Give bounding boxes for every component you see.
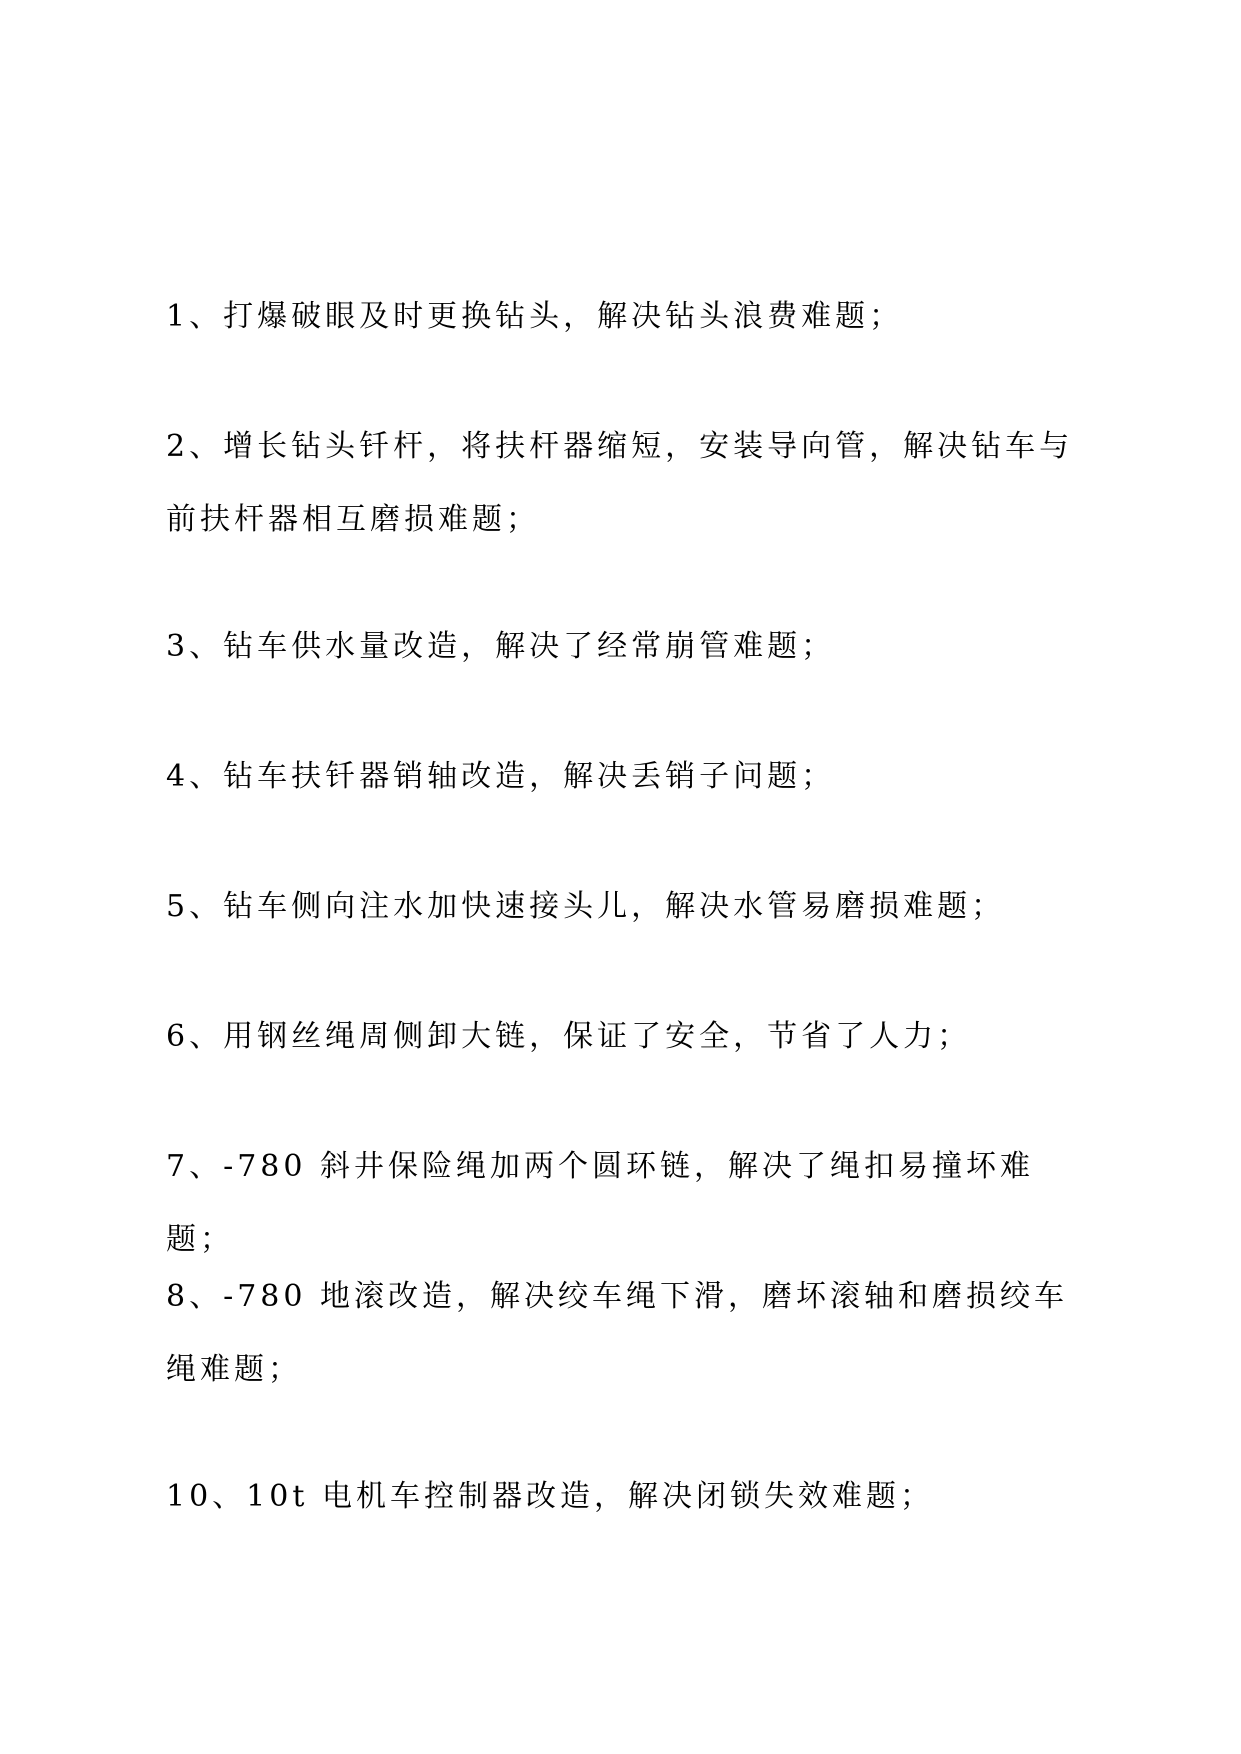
- list-item-5: 5、钻车侧向注水加快速接头儿，解决水管易磨损难题；: [166, 889, 1006, 924]
- list-item-10: 10、10t 电机车控制器改造，解决闭锁失效难题；: [166, 1479, 934, 1514]
- list-item-2: 2、增长钻头钎杆，将扶杆器缩短，安装导向管，解决钻车与前扶杆器相互磨损难题；: [166, 429, 1074, 537]
- list-item-1: 1、打爆破眼及时更换钻头，解决钻头浪费难题；: [166, 299, 904, 334]
- list-item-3: 3、钻车供水量改造，解决了经常崩管难题；: [166, 629, 836, 664]
- list-item-7: 7、-780 斜井保险绳加两个圆环链，解决了绳扣易撞坏难题；: [166, 1149, 1035, 1257]
- list-item-8: 8、-780 地滚改造，解决绞车绳下滑，磨坏滚轴和磨损绞车绳难题；: [166, 1279, 1069, 1387]
- list-item-4: 4、钻车扶钎器销轴改造，解决丢销子问题；: [166, 759, 836, 794]
- list-item-6: 6、用钢丝绳周侧卸大链，保证了安全，节省了人力；: [166, 1019, 972, 1054]
